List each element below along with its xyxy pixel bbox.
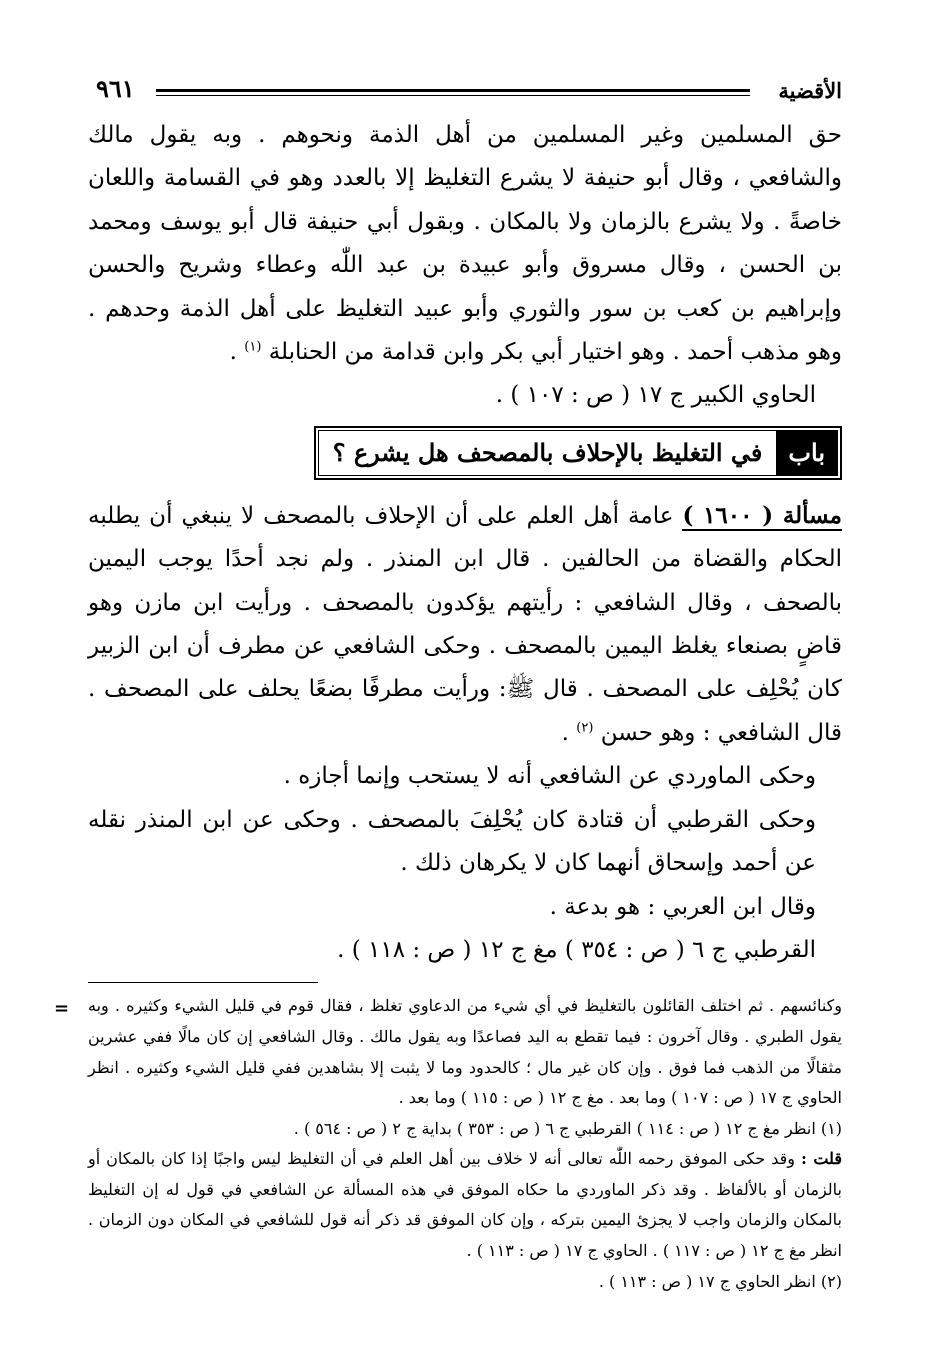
paragraph [88, 114, 842, 374]
footnote-ref[interactable]: (١) [244, 339, 262, 355]
chapter-box [314, 426, 842, 480]
footnotes [54, 982, 843, 1297]
punctuation: . [561, 719, 577, 746]
paragraph: وحكى الماوردي عن الشافعي أنه لا يستحب وإنما أجازه . [283, 763, 816, 790]
continuation-mark: = [54, 998, 70, 1020]
footnote: وكنائسهم . ثم اختلف القائلون بالتغليظ في أي شيء من الدعاوي تغلظ ، فقال قوم في قليل الشيء وكثيره . وبه يقول الطبري . وقال آخرون : فيما تقطع به اليد فصاعدًا وبه يقول مالك . وقال الشافعي إن كان مالًا ففي عشرين مثقالًا من الذهب فما فوق . وإن كان غير مال ؛ كالحدود وما لا يثبت إلا بشاهدين ففي قليل الشيء وكثيره . انظر الحاوي ج ١٧ ( ص : ١٠٧ ) وما بعد . مغ ج ١٢ ( ص : ١١٥ ) وما بعد . [88, 996, 843, 1108]
masala-text: عامة أهل العلم على أن الإحلاف بالمصحف لا ينبغي أن يطلبه الحكام والقضاة من الحالفين . قال ابن المنذر . ولم نجد أحدًا يوجب اليمين بالصحف ، وقال الشافعي : رأيتهم يؤكدون بالمصحف . ورأيت ابن مازن وهو قاضٍ بصنعاء يغلظ اليمين بالمصحف . وحكى الشافعي عن مطرف أن ابن الزبير كان يُحْلِف على المصحف . قال ﷺ: ورأيت مطرفًا بضعًا يحلف على المصحف . قال الشافعي : وهو حسن [88, 502, 842, 746]
section-title: الأقضية [778, 78, 842, 103]
footnote: (٢) انظر الحاوي ج ١٧ ( ص : ١١٣ ) . [598, 1271, 842, 1291]
punctuation: . [229, 339, 245, 366]
header-rule [156, 89, 750, 96]
paragraph: وحكى القرطبي أن قتادة كان يُحْلِفَ بالمصحف . وحكى عن ابن المنذر نقله عن أحمد وإسحاق أنهما كان لا يكرهان ذلك . [88, 806, 816, 877]
reference-line: القرطبي ج ٦ ( ص : ٣٥٤ ) مغ ج ١٢ ( ص : ١١٨ ) . [337, 936, 816, 963]
masala-paragraph [88, 494, 842, 755]
footnote-separator [88, 982, 318, 983]
footnote-label: قلت : [800, 1149, 842, 1169]
masala-number: مسألة ( ١٦٠٠ ) [682, 501, 843, 529]
footnote: (١) انظر مغ ج ١٢ ( ص : ١١٤ ) القرطبي ج ٦ ( ص : ٣٥٣ ) بداية ج ٢ ( ص : ٥٦٤ ) . [293, 1118, 842, 1138]
reference-line: الحاوي الكبير ج ١٧ ( ص : ١٠٧ ) . [495, 382, 816, 409]
paragraph: وقال ابن العربي : هو بدعة . [549, 893, 816, 920]
book-page [54, 72, 843, 1332]
page-number: ٩٦١ [96, 74, 135, 103]
running-header [88, 72, 842, 114]
chapter-inner [318, 430, 838, 476]
paragraph-text: حق المسلمين وغير المسلمين من أهل الذمة ونحوهم . وبه يقول مالك والشافعي ، وقال أبو حنيفة لا يشرع التغليظ إلا بالعدد وهو في القسامة واللعان خاصةً . ولا يشرع بالزمان ولا بالمكان . وبقول أبي حنيفة قال أبو يوسف ومحمد بن الحسن ، وقال مسروق وأبو عبيدة بن عبد اللّٰه وعطاء وشريح والحسن وإبراهيم بن كعب بن سور والثوري وأبو عبيد التغليظ على أهل الذمة وحدهم . وهو مذهب أحمد . وهو اختيار أبي بكر وابن قدامة من الحنابلة [88, 122, 842, 366]
main-text [88, 114, 842, 972]
footnote-ref[interactable]: (٢) [576, 720, 594, 736]
chapter-title: في التغليظ بالإحلاف بالمصحف هل يشرع ؟ [332, 438, 763, 468]
footnote [88, 1144, 842, 1266]
chapter-heading [88, 426, 842, 480]
footnote-text: وقد حكى الموفق رحمه اللّٰه تعالى أنه لا خلاف بين أهل العلم في أن التغليظ ليس واجبًا إذا كان بالمكان أو بالزمان أو بالألفاظ . وقد ذكر الماوردي ما حكاه الموفق في هذه المسألة عن الشافعي في قول له إن التغليظ بالمكان والزمان واجب لا يجزئ اليمين بتركه ، وإن كان الموفق قد ذكر أنه قول للشافعي في المكان دون الزمان . انظر مغ ج ١٢ ( ص : ١١٧ ) . الحاوي ج ١٧ ( ص : ١١٣ ) . [88, 1149, 842, 1261]
chapter-label: باب [776, 431, 837, 475]
